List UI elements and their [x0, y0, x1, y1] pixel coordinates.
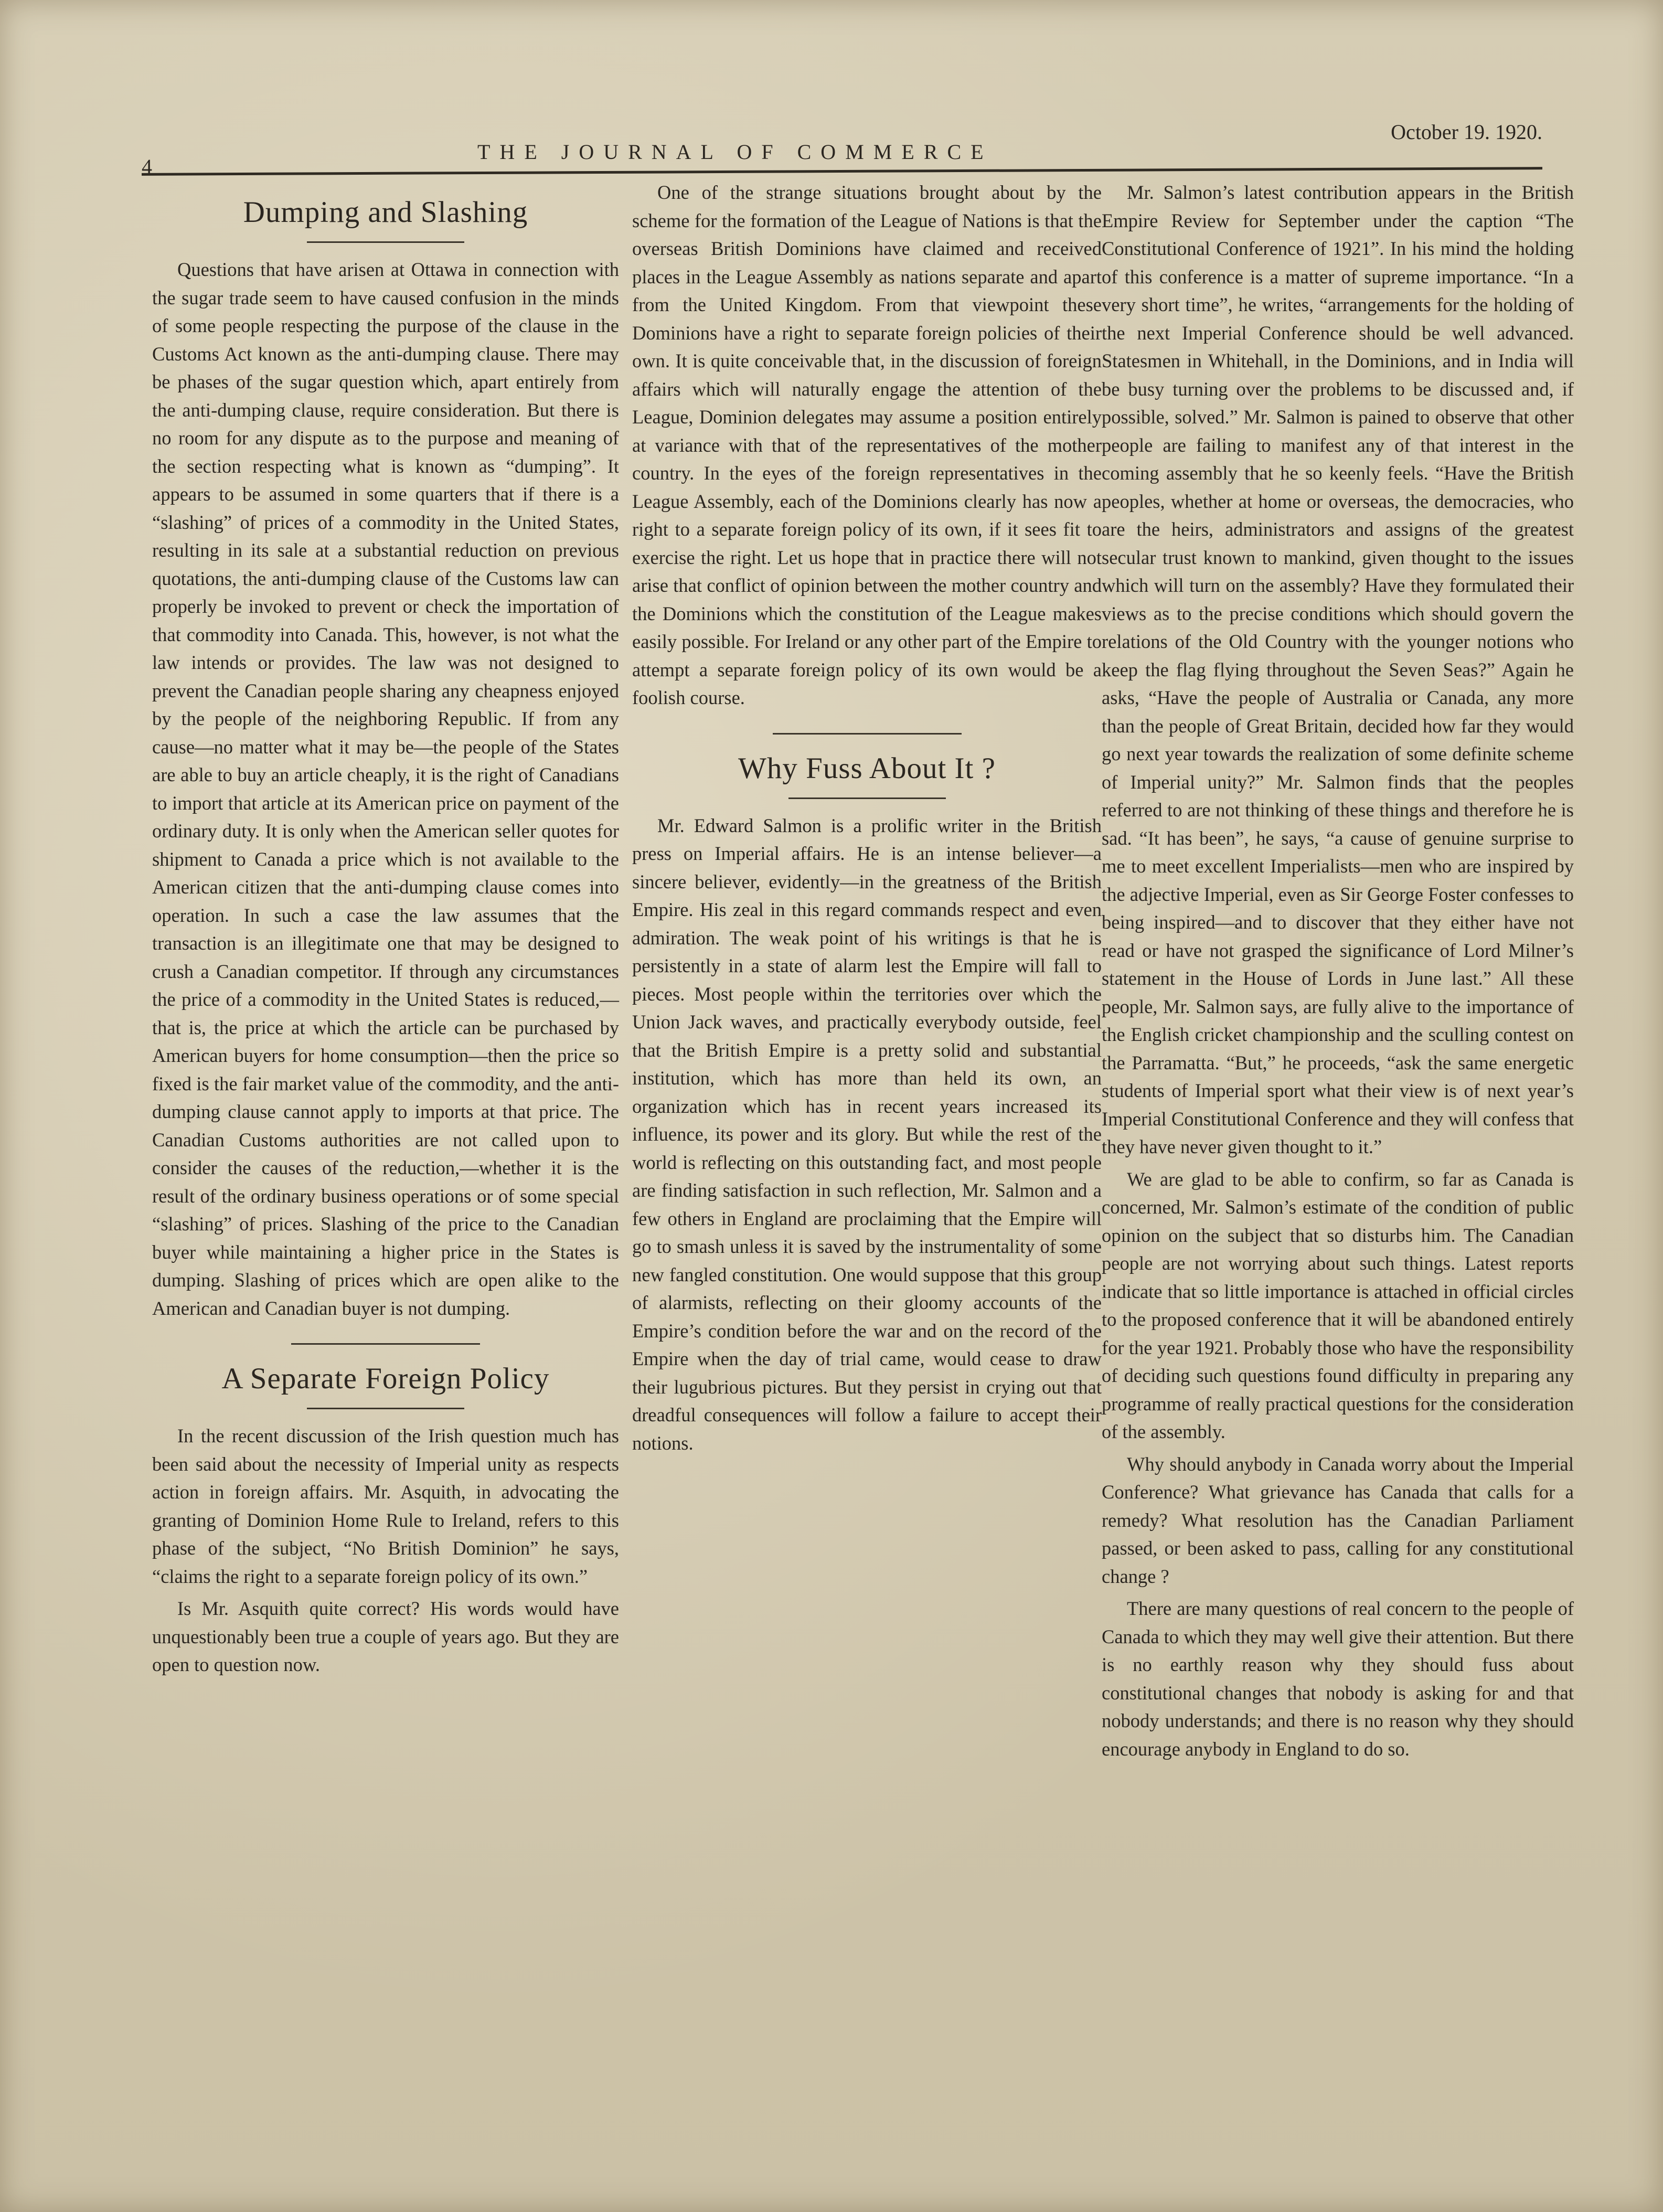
section-divider	[291, 1343, 480, 1345]
article-paragraph: Questions that have arisen at Ottawa in connection with the sugar trade seem to have caused confusion in the minds of some people respecting the purpose of the clause in the Customs Act known as the anti-dumping clause. There may be phases of the sugar question which, apart entirely from the anti-dumping clause, require consideration. But there is no room for any dispute as to the purpose and meaning of the section respecting what is known as “dumping”. It appears to be assumed in some quarters that if there is a “slashing” of prices of a commodity in the United States, resulting in its sale at a substantial reduction on previous quotations, the anti-dumping clause of the Customs law can properly be invoked to prevent or check the importation of that commodity into Canada. This, however, is not what the law intends or provides. The law was not designed to prevent the Canadian people sharing any cheapness enjoyed by the people of the neighboring Republic. If from any cause—no matter what it may be—the people of the States are able to buy an article cheaply, it is the right of Canadians to import that article at its American price on payment of the ordinary duty. It is only when the American seller quotes for shipment to Canada a price which is not available to the American citizen that the anti-dumping clause comes into operation. In such a case the law assumes that the transaction is an illegitimate one that may be designed to crush a Canadian competitor. If through any circumstances the price of a commodity in the United States is reduced,—that is, the price at which the article can be purchased by American buyers for home consumption—then the price so fixed is the fair market value of the commodity, and the anti-dumping clause cannot apply to imports at that price. The Canadian Customs authorities are not called upon to consider the causes of the reduction,—whether it is the result of the ordinary business operations or of some special “slashing” of prices. Slashing of the price to the Canadian buyer while maintaining a higher price in the States is dumping. Slashing of prices which are open alike to the American and Canadian buyer is not dumping.	[152, 259, 619, 1319]
article-paragraph: Is Mr. Asquith quite correct? His words would have unquestionably been true a couple of years ago. But they are open to question now.	[152, 1598, 619, 1675]
headline-underline	[307, 1408, 464, 1409]
page-header	[142, 120, 1542, 183]
column-2	[632, 178, 1102, 2139]
article-paragraph: Mr. Salmon’s latest contribution appears in the British Empire Review for September under the caption “The Constitutional Conference of 1921”. In his mind the holding of this conference is a matter of supreme importance. “In a very short time”, he writes, “arrangements for the holding of the next Imperial Conference should be well advanced. Statesmen in Whitehall, in the Dominions, and in India will be busy turning over the problems to be discussed and, if possible, solved.” Mr. Salmon is pained to observe that other people are failing to manifest any of that interest in the coming assembly that he so keenly feels. “Have the British peoples, whether at home or overseas, the democracies, who are the heirs, administrators and assigns of the greatest secular trust known to mankind, given thought to the issues which will turn on the assembly? Have they formulated their views as to the precise conditions which should govern the relations of the Old Country with the younger notions who keep the flag flying throughout the Seven Seas?” Again he asks, “Have the people of Australia or Canada, any more than the people of Great Britain, decided how far they would go next year towards the realization of some definite scheme of Imperial unity?” Mr. Salmon finds that the peoples referred to are not thinking of these things and therefore he is sad. “It has been”, he says, “a cause of genuine surprise to me to meet excellent Imperialists—men who are inspired by the adjective Imperial, even as Sir George Foster confesses to being inspired—and to discover that they either have not read or have not grasped the significance of Lord Milner’s statement in the House of Lords in June last.” All these people, Mr. Salmon says, are fully alive to the importance of the English cricket championship and the sculling contest on the Parramatta. “But,” he proceeds, “ask the same energetic students of Imperial sport what their view is of next year’s Imperial Constitutional Conference and they will confess that they have never given thought to it.”	[1102, 182, 1574, 1157]
issue-date: October 19. 1920.	[1391, 120, 1542, 144]
article-paragraph: In the recent discussion of the Irish question much has been said about the necessity of Imperial unity as respects action in foreign affairs. Mr. Asquith, in advocating the granting of Dominion Home Rule to Ireland, refers to this phase of the subject, “No British Dominion” he says, “claims the right to a separate foreign policy of its own.”	[152, 1425, 619, 1587]
column-3	[1102, 178, 1574, 2139]
page-number: 4	[142, 155, 152, 178]
headline-fuss: Why Fuss About It ?	[738, 751, 996, 785]
masthead: THE JOURNAL OF COMMERCE	[477, 140, 993, 164]
article-paragraph: We are glad to be able to confirm, so far as Canada is concerned, Mr. Salmon’s estimate of the condition of public opinion on the subject that so disturbs him. The Canadian people are not worrying about such things. Latest reports indicate that so little importance is attached in official circles to the proposed conference that it will be abandoned entirely for the year 1921. Probably those who have the responsibility of deciding such questions found difficulty in preparing any programme of really practical questions for the consideration of the assembly.	[1102, 1168, 1574, 1442]
headline-underline	[307, 241, 464, 243]
headline-underline	[788, 797, 946, 799]
headline-dumping: Dumping and Slashing	[243, 196, 528, 229]
section-divider	[773, 733, 962, 735]
column-1	[152, 178, 619, 2139]
article-paragraph: Why should anybody in Canada worry about the Imperial Conference? What grievance has Canada that calls for a remedy? What resolution has the Canadian Parliament passed, or been asked to pass, calling for any constitutional change ?	[1102, 1453, 1574, 1587]
article-paragraph: Mr. Edward Salmon is a prolific writer in the British press on Imperial affairs. He is an intense believer—a sincere believer, evidently—in the greatness of the British Empire. His zeal in this regard commands respect and even admiration. The weak point of his writings is that he is persistently in a state of alarm lest the Empire will fall to pieces. Most people within the territories over which the Union Jack waves, and practically everybody outside, feel that the British Empire is a pretty solid and substantial institution, which has more than held its own, an organization which has in recent years increased its influence, its power and its glory. But while the rest of the world is reflecting on this outstanding fact, and most people are finding satisfaction in such reflection, Mr. Salmon and a few others in England are proclaiming that the Empire will go to smash unless it is saved by the instrumentality of some new fangled constitution. One would suppose that this group of alarmists, reflecting on their gloomy accounts of the Empire’s condition before the war and on the record of the Empire when the day of trial came, would cease to draw their lugubrious pictures. But they persist in crying out that dreadful consequences will follow a failure to accept their notions.	[632, 814, 1102, 1454]
article-paragraph: One of the strange situations brought about by the scheme for the formation of the League of Nations is that the overseas British Dominions have claimed and received places in the League Assembly as nations separate and apart from the United Kingdom. From that viewpoint these Dominions have a right to separate foreign policies of their own. It is quite conceivable that, in the discussion of foreign affairs which will naturally engage the attention of the League, Dominion delegates may assume a position entirely at variance with that of the representatives of the mother country. In the eyes of the foreign representatives in the League Assembly, each of the Dominions clearly has now a right to a separate foreign policy of its own, if it sees fit to exercise the right. Let us hope that in practice there will not arise that conflict of opinion between the mother country and the Dominions which the constitution of the League makes easily possible. For Ireland or any other part of the Empire to attempt a separate foreign policy of its own would be a foolish course.	[632, 182, 1102, 708]
article-paragraph: There are many questions of real concern to the people of Canada to which they may well give their attention. But there is no earthly reason why they should fuss about constitutional changes that nobody is asking for and that nobody understands; and there is no reason why they should encourage anybody in England to do so.	[1102, 1598, 1574, 1760]
header-rule	[142, 167, 1542, 176]
headline-foreign-policy: A Separate Foreign Policy	[221, 1362, 550, 1395]
